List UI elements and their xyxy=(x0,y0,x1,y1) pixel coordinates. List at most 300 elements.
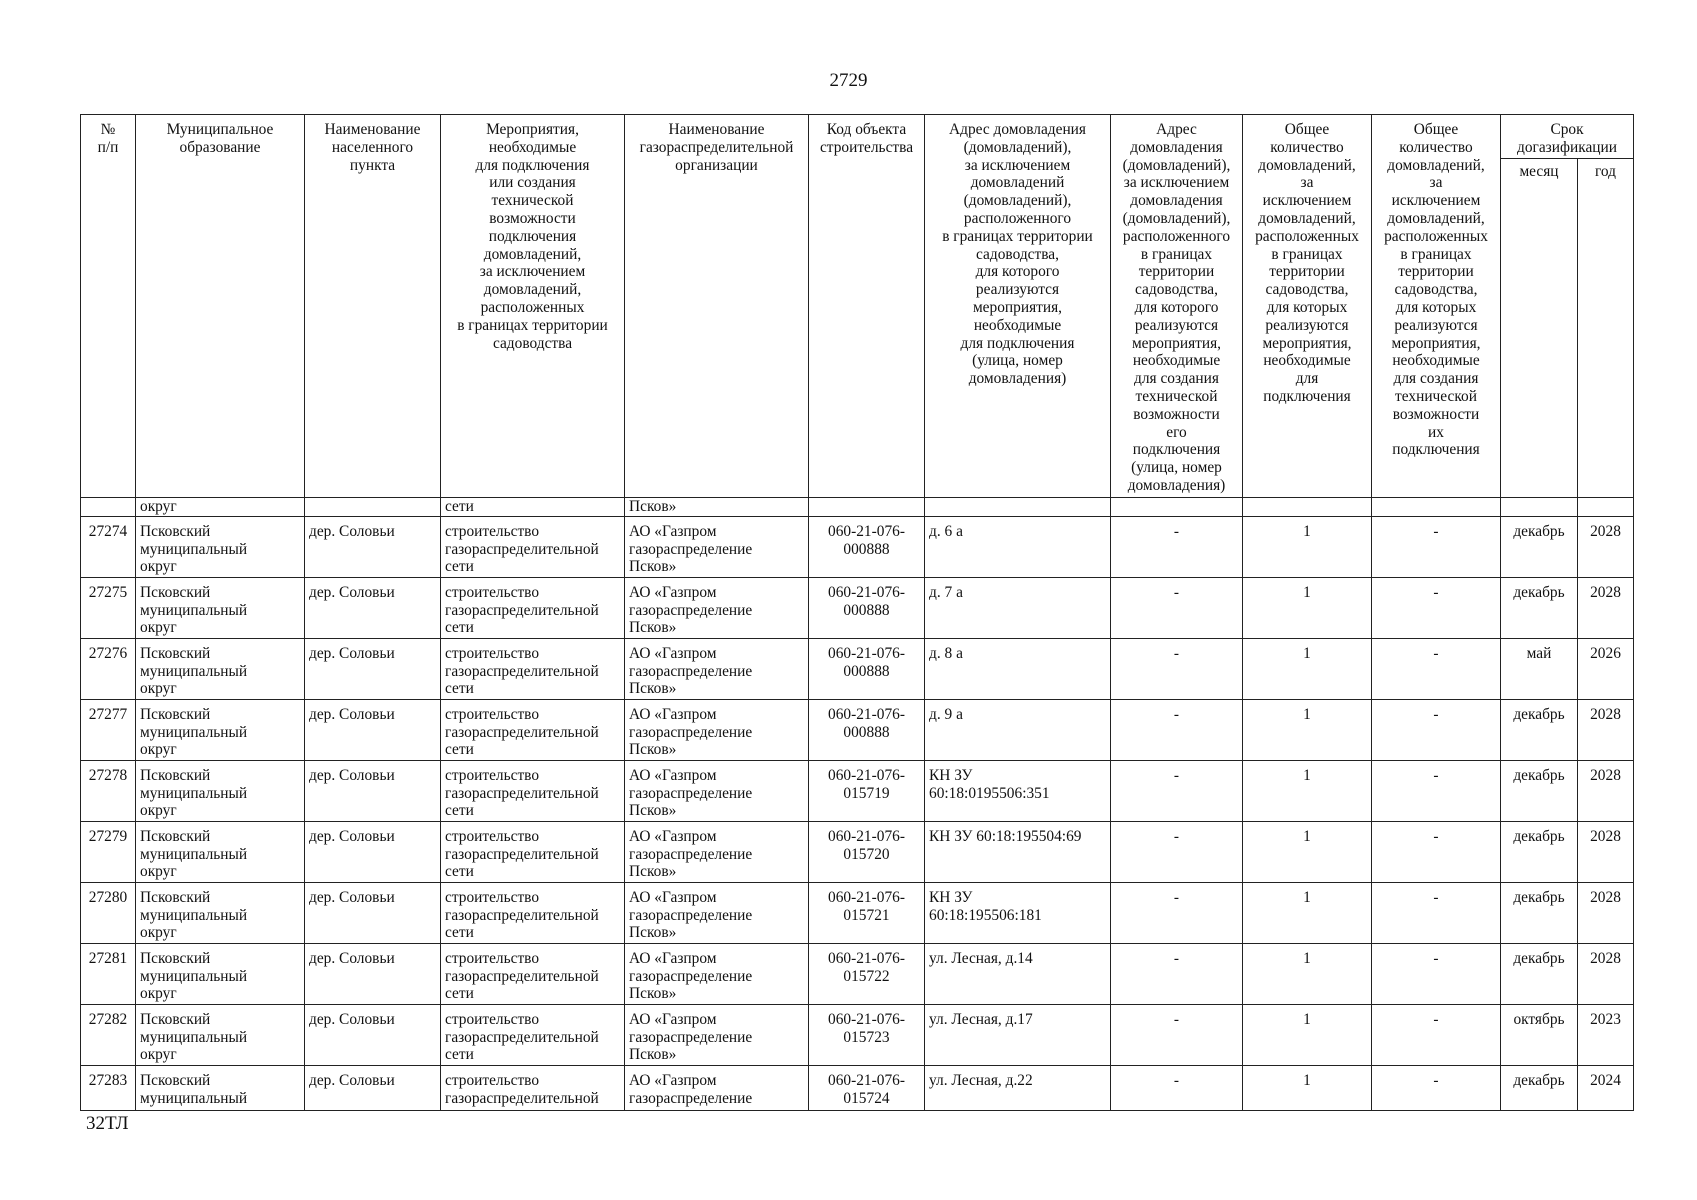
header-line: домовладений, xyxy=(483,245,582,263)
header-line: реализуются xyxy=(1134,316,1219,334)
cell-line: газораспределение xyxy=(629,906,753,924)
cell-settlement: дер. Соловьи xyxy=(305,577,441,638)
cell-line: Псков» xyxy=(629,985,677,1003)
cell-line: сети xyxy=(445,985,474,1003)
cell-line: строительство xyxy=(445,644,540,662)
cell-total-technical: - xyxy=(1372,943,1501,1004)
cell-object-code xyxy=(809,1004,925,1065)
cell-line: д. 9 а xyxy=(929,705,963,723)
cell-line: 015724 xyxy=(843,1089,890,1107)
cell-municipality xyxy=(136,943,305,1004)
cell-line: Псковский xyxy=(140,888,211,906)
cell-line: Псков» xyxy=(629,680,677,698)
header-line: мероприятия, xyxy=(1391,334,1481,352)
header-line: мероприятия, xyxy=(1262,334,1352,352)
cell-object-code xyxy=(809,516,925,577)
cell-address-technical: - xyxy=(1111,821,1243,882)
cell-line: сети xyxy=(445,1046,474,1064)
cell-gas-org xyxy=(625,577,809,638)
cell-settlement: дер. Соловьи xyxy=(305,638,441,699)
header-line: Наименование xyxy=(324,121,421,138)
cell-year: 2026 xyxy=(1578,638,1634,699)
header-line: возможности xyxy=(489,209,576,227)
cell-total-technical: - xyxy=(1372,516,1501,577)
cell-address-connect xyxy=(925,882,1111,943)
header-month: месяц xyxy=(1501,159,1578,498)
cell-settlement: дер. Соловьи xyxy=(305,943,441,1004)
cell-line: муниципальный xyxy=(140,784,248,802)
header-line: садоводства, xyxy=(1135,281,1218,299)
cell-year xyxy=(1578,498,1634,517)
cell-year: 2028 xyxy=(1578,821,1634,882)
cell-gas-org xyxy=(625,1004,809,1065)
cell-line: Псков» xyxy=(629,558,677,576)
cell-settlement: дер. Соловьи xyxy=(305,882,441,943)
header-line: Наименование xyxy=(668,121,765,138)
header-line: садоводства, xyxy=(1265,281,1349,299)
cell-address-connect xyxy=(925,1004,1111,1065)
cell-line: муниципальный xyxy=(140,540,248,558)
table-header xyxy=(81,115,1634,498)
header-line: подключения xyxy=(1392,441,1480,459)
cell-object-code xyxy=(809,638,925,699)
cell-line: АО «Газпром xyxy=(629,766,717,784)
cell-settlement xyxy=(305,498,441,517)
cell-year: 2028 xyxy=(1578,882,1634,943)
header-line: (домовладений), xyxy=(963,192,1072,210)
cell-num: 27275 xyxy=(81,577,136,638)
cell-line: 060-21-076- xyxy=(828,1071,905,1089)
cell-line: газораспределение xyxy=(629,784,753,802)
header-line: Общее xyxy=(1413,121,1459,138)
header-line: домовладений, xyxy=(1387,209,1485,227)
cell-num: 27279 xyxy=(81,821,136,882)
cell-total-technical: - xyxy=(1372,1004,1501,1065)
header-line: для создания xyxy=(1393,370,1479,388)
header-line: за xyxy=(1300,174,1314,192)
cell-line: строительство xyxy=(445,766,540,784)
header-line: реализуются xyxy=(1265,316,1349,334)
header-line: технической xyxy=(1135,387,1218,405)
header-line: для подключения xyxy=(475,156,590,174)
cell-line: строительство xyxy=(445,583,540,601)
cell-total-connect: 1 xyxy=(1243,699,1372,760)
header-line: расположенных xyxy=(480,298,585,316)
cell-line: округ xyxy=(140,802,177,820)
cell-line: сети xyxy=(445,558,474,576)
cell-line: газораспределение xyxy=(629,662,753,680)
cell-settlement: дер. Соловьи xyxy=(305,821,441,882)
cell-object-code xyxy=(809,821,925,882)
cell-num: 27276 xyxy=(81,638,136,699)
header-line: в границах xyxy=(1400,245,1472,263)
cell-measures xyxy=(441,638,625,699)
header-line: Срок xyxy=(1550,121,1584,138)
cell-address-technical: - xyxy=(1111,1004,1243,1065)
header-line: реализуются xyxy=(1394,316,1478,334)
header-line: необходимые xyxy=(973,316,1062,334)
cell-line: муниципальный xyxy=(140,601,248,619)
header-line: № xyxy=(100,121,116,138)
cell-object-code xyxy=(809,498,925,517)
cell-line: КН ЗУ xyxy=(929,888,973,906)
cell-address-connect xyxy=(925,821,1111,882)
header-line: для подключения xyxy=(960,334,1075,352)
cell-municipality xyxy=(136,1065,305,1110)
cell-line: газораспределительной xyxy=(445,784,599,802)
header-line: домовладений xyxy=(970,174,1065,192)
cell-line: АО «Газпром xyxy=(629,644,717,662)
header-line: исключением xyxy=(1262,192,1352,210)
cell-municipality xyxy=(136,516,305,577)
table-row xyxy=(81,1065,1634,1110)
header-line: за исключением xyxy=(479,263,586,281)
cell-line: 60:18:0195506:351 xyxy=(929,784,1050,802)
cell-month xyxy=(1501,498,1578,517)
cell-line: АО «Газпром xyxy=(629,949,717,967)
cell-line: Псковский xyxy=(140,1010,211,1028)
header-line: возможности xyxy=(1133,405,1220,423)
header-address-connect xyxy=(925,115,1111,498)
cell-object-code xyxy=(809,577,925,638)
cell-month: май xyxy=(1501,638,1578,699)
header-deadline xyxy=(1501,115,1634,159)
cell-total-technical: - xyxy=(1372,638,1501,699)
header-line: догазификации xyxy=(1517,138,1617,156)
header-line: (домовладений), xyxy=(1122,209,1231,227)
cell-total-connect: 1 xyxy=(1243,1065,1372,1110)
cell-line: газораспределение xyxy=(629,1028,753,1046)
cell-line: округ xyxy=(140,741,177,759)
cell-month: октябрь xyxy=(1501,1004,1578,1065)
header-measures xyxy=(441,115,625,498)
header-line: садоводства, xyxy=(1394,281,1478,299)
cell-line: 060-21-076- xyxy=(828,705,905,723)
cell-line: 060-21-076- xyxy=(828,1010,905,1028)
cell-settlement: дер. Соловьи xyxy=(305,1004,441,1065)
cell-line: сети xyxy=(445,802,474,820)
header-settlement xyxy=(305,115,441,498)
cell-line: газораспределительной xyxy=(445,1089,599,1107)
cell-line: Псковский xyxy=(140,766,211,784)
cell-address-connect xyxy=(925,1065,1111,1110)
cell-line: газораспределение xyxy=(629,723,753,741)
table-row xyxy=(81,638,1634,699)
cell-line: округ xyxy=(140,985,177,1003)
header-line: Адрес xyxy=(1156,121,1197,138)
header-line: Общее xyxy=(1284,121,1330,138)
cell-address-connect xyxy=(925,943,1111,1004)
cell-address-connect xyxy=(925,699,1111,760)
cell-line: АО «Газпром xyxy=(629,827,717,845)
cell-line: газораспределительной xyxy=(445,540,599,558)
cell-line: сети xyxy=(445,863,474,881)
cell-line: 015720 xyxy=(843,845,890,863)
cell-total-connect: 1 xyxy=(1243,760,1372,821)
cell-num: 27280 xyxy=(81,882,136,943)
header-gas-org xyxy=(625,115,809,498)
cell-line: д. 7 а xyxy=(929,583,963,601)
cell-line: АО «Газпром xyxy=(629,522,717,540)
header-line: территории xyxy=(1398,263,1474,281)
table-row xyxy=(81,1004,1634,1065)
header-line: технической xyxy=(491,192,574,210)
table-row xyxy=(81,760,1634,821)
cell-line: муниципальный xyxy=(140,723,248,741)
cell-address-technical xyxy=(1111,498,1243,517)
cell-line: газораспределительной xyxy=(445,723,599,741)
cell-address-technical: - xyxy=(1111,577,1243,638)
table-row xyxy=(81,577,1634,638)
cell-object-code xyxy=(809,882,925,943)
header-line: домовладения) xyxy=(1127,476,1226,494)
header-line: территории xyxy=(1138,263,1215,281)
cell-total-connect: 1 xyxy=(1243,516,1372,577)
header-line: домовладений, xyxy=(1387,156,1485,174)
cell-measures xyxy=(441,1004,625,1065)
cell-address-technical: - xyxy=(1111,1065,1243,1110)
cell-line: газораспределение xyxy=(629,967,753,985)
header-line: строительства xyxy=(819,138,914,156)
header-line: расположенных xyxy=(1384,227,1488,245)
cell-total-technical: - xyxy=(1372,577,1501,638)
table-row xyxy=(81,516,1634,577)
cell-line: округ xyxy=(140,619,177,637)
cell-line: сети xyxy=(445,619,474,637)
cell-line: газораспределение xyxy=(629,601,753,619)
cell-year: 2028 xyxy=(1578,516,1634,577)
cell-line: строительство xyxy=(445,827,540,845)
cell-gas-org xyxy=(625,882,809,943)
header-num xyxy=(81,115,136,498)
cell-municipality xyxy=(136,577,305,638)
cell-measures: сети xyxy=(441,498,625,517)
cell-num: 27282 xyxy=(81,1004,136,1065)
cell-line: Псков» xyxy=(629,924,677,942)
header-line: подключения xyxy=(488,227,577,245)
header-line: количество xyxy=(1270,138,1344,156)
cell-measures xyxy=(441,577,625,638)
gasification-table xyxy=(80,114,1634,1111)
cell-num: 27281 xyxy=(81,943,136,1004)
cell-line: 060-21-076- xyxy=(828,766,905,784)
cell-num: 27283 xyxy=(81,1065,136,1110)
cell-address-connect xyxy=(925,498,1111,517)
cell-line: Псков» xyxy=(629,741,677,759)
header-line: или создания xyxy=(489,174,576,192)
cell-gas-org xyxy=(625,760,809,821)
cell-line: КН ЗУ xyxy=(929,766,973,784)
header-line: необходимые xyxy=(1392,352,1480,370)
cell-line: АО «Газпром xyxy=(629,583,717,601)
table-row xyxy=(81,943,1634,1004)
cell-municipality xyxy=(136,638,305,699)
cell-line: Псковский xyxy=(140,583,211,601)
cell-line: газораспределение xyxy=(629,540,753,558)
cell-num: 27274 xyxy=(81,516,136,577)
cell-gas-org: Псков» xyxy=(625,498,809,517)
header-line: населенного xyxy=(331,138,414,156)
cell-line: АО «Газпром xyxy=(629,1010,717,1028)
cell-line: муниципальный xyxy=(140,967,248,985)
header-line: мероприятия, xyxy=(1131,334,1222,352)
cell-total-connect xyxy=(1243,498,1372,517)
cell-line: Псковский xyxy=(140,522,211,540)
cell-num: 27277 xyxy=(81,699,136,760)
cell-total-technical: - xyxy=(1372,1065,1501,1110)
cell-measures xyxy=(441,760,625,821)
cell-object-code xyxy=(809,1065,925,1110)
cell-measures xyxy=(441,1065,625,1110)
header-line: в границах xyxy=(1271,245,1343,263)
table-body xyxy=(81,498,1634,1111)
cell-line: 060-21-076- xyxy=(828,644,905,662)
header-line: домовладений, xyxy=(483,281,582,299)
cell-measures xyxy=(441,516,625,577)
header-line: необходимые xyxy=(488,138,577,156)
header-line: Код объекта xyxy=(826,121,907,138)
cell-line: 000888 xyxy=(843,540,890,558)
cell-line: сети xyxy=(445,741,474,759)
cell-address-connect xyxy=(925,638,1111,699)
cell-total-technical: - xyxy=(1372,882,1501,943)
cell-line: Псковский xyxy=(140,949,211,967)
table-row xyxy=(81,699,1634,760)
cell-line: строительство xyxy=(445,522,540,540)
header-line: домовладения) xyxy=(968,370,1067,388)
header-line: домовладения xyxy=(1130,138,1223,156)
cell-address-technical: - xyxy=(1111,516,1243,577)
header-line: газораспределительной xyxy=(639,138,794,156)
cell-total-connect: 1 xyxy=(1243,882,1372,943)
cell-month: декабрь xyxy=(1501,821,1578,882)
header-line: необходимые xyxy=(1263,352,1351,370)
cell-line: 015723 xyxy=(843,1028,890,1046)
header-line: для которого xyxy=(1134,298,1219,316)
cell-settlement: дер. Соловьи xyxy=(305,1065,441,1110)
cell-settlement: дер. Соловьи xyxy=(305,760,441,821)
cell-total-technical: - xyxy=(1372,821,1501,882)
cell-gas-org xyxy=(625,699,809,760)
cell-line: газораспределительной xyxy=(445,662,599,680)
header-line: (улица, номер xyxy=(972,352,1063,370)
cell-line: газораспределительной xyxy=(445,601,599,619)
header-line: для которых xyxy=(1266,298,1348,316)
cell-gas-org xyxy=(625,943,809,1004)
cell-total-connect: 1 xyxy=(1243,577,1372,638)
cell-month: декабрь xyxy=(1501,760,1578,821)
cell-month: декабрь xyxy=(1501,577,1578,638)
header-line: в границах территории xyxy=(457,316,608,334)
cell-line: 060-21-076- xyxy=(828,888,905,906)
cell-address-technical: - xyxy=(1111,699,1243,760)
cell-municipality xyxy=(136,760,305,821)
cell-municipality xyxy=(136,821,305,882)
cell-settlement: дер. Соловьи xyxy=(305,699,441,760)
header-line: за исключением xyxy=(1123,174,1230,192)
cell-line: 060-21-076- xyxy=(828,583,905,601)
cell-line: ул. Лесная, д.17 xyxy=(929,1010,1033,1028)
cell-line: строительство xyxy=(445,949,540,967)
cell-line: 000888 xyxy=(843,662,890,680)
page-number: 2729 xyxy=(829,70,868,91)
header-line: Адрес домовладения xyxy=(949,121,1086,138)
cell-month: декабрь xyxy=(1501,943,1578,1004)
cell-line: Псковский xyxy=(140,1071,211,1089)
header-municipality xyxy=(136,115,305,498)
cell-line: газораспределительной xyxy=(445,1028,599,1046)
cell-measures xyxy=(441,943,625,1004)
cell-line: 000888 xyxy=(843,601,890,619)
header-line: реализуются xyxy=(975,281,1060,299)
header-line: подключения xyxy=(1132,441,1221,459)
cell-line: строительство xyxy=(445,1010,540,1028)
header-line: (домовладений), xyxy=(963,138,1072,156)
cell-line: Псковский xyxy=(140,644,211,662)
header-line: домовладений, xyxy=(1258,209,1356,227)
cell-measures xyxy=(441,699,625,760)
cell-num xyxy=(81,498,136,517)
cell-line: газораспределительной xyxy=(445,845,599,863)
continuation-row xyxy=(81,498,1634,517)
cell-line: Псков» xyxy=(629,1046,677,1064)
header-line: организации xyxy=(675,156,758,174)
header-line: его xyxy=(1166,423,1187,441)
cell-line: округ xyxy=(140,924,177,942)
cell-line: строительство xyxy=(445,1071,540,1089)
header-line: домовладения xyxy=(1130,192,1223,210)
cell-line: сети xyxy=(445,680,474,698)
cell-line: округ xyxy=(140,863,177,881)
cell-line: муниципальный xyxy=(140,1028,248,1046)
header-line: за исключением xyxy=(964,156,1071,174)
cell-line: газораспределительной xyxy=(445,906,599,924)
header-line: в границах xyxy=(1140,245,1213,263)
cell-year: 2028 xyxy=(1578,699,1634,760)
cell-address-technical: - xyxy=(1111,943,1243,1004)
header-line: расположенных xyxy=(1255,227,1359,245)
cell-line: АО «Газпром xyxy=(629,888,717,906)
cell-line: округ xyxy=(140,558,177,576)
cell-total-connect: 1 xyxy=(1243,943,1372,1004)
header-line: (улица, номер xyxy=(1131,459,1222,477)
cell-address-connect xyxy=(925,516,1111,577)
cell-line: муниципальный xyxy=(140,906,248,924)
cell-line: округ xyxy=(140,1046,177,1064)
cell-total-connect: 1 xyxy=(1243,1004,1372,1065)
cell-line: газораспределительной xyxy=(445,967,599,985)
cell-total-connect: 1 xyxy=(1243,638,1372,699)
cell-year: 2028 xyxy=(1578,943,1634,1004)
cell-total-connect: 1 xyxy=(1243,821,1372,882)
cell-line: сети xyxy=(445,924,474,942)
cell-address-connect xyxy=(925,577,1111,638)
header-line: их xyxy=(1428,423,1444,441)
cell-line: ул. Лесная, д.14 xyxy=(929,949,1033,967)
header-line: образование xyxy=(179,138,261,156)
table-row xyxy=(81,882,1634,943)
cell-year: 2028 xyxy=(1578,577,1634,638)
cell-line: муниципальный xyxy=(140,662,248,680)
cell-line: 060-21-076- xyxy=(828,522,905,540)
header-line: возможности xyxy=(1392,405,1480,423)
cell-line: округ xyxy=(140,680,177,698)
header-line: технической xyxy=(1395,387,1477,405)
cell-address-technical: - xyxy=(1111,638,1243,699)
cell-object-code xyxy=(809,699,925,760)
header-line: Муниципальное xyxy=(166,121,274,138)
cell-total-technical xyxy=(1372,498,1501,517)
